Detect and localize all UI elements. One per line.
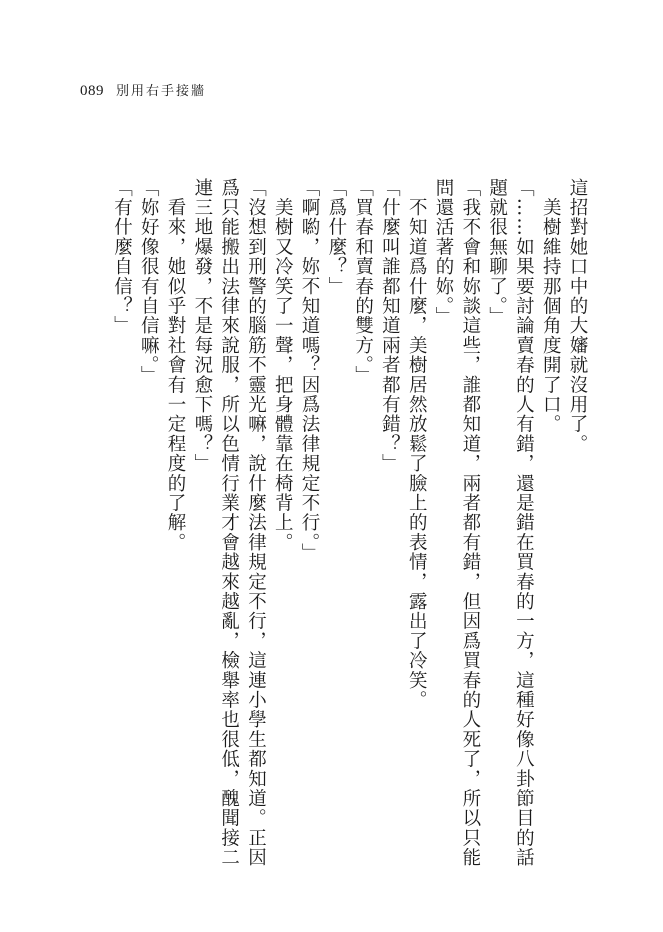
paragraph-4: 「我不會和妳談這些，誰都知道，兩者都有錯，但因爲買春的人死了，所以只能問還活著的妳。」: [433, 178, 481, 868]
paragraph-2: 美樹維持那個角度開了口。: [540, 178, 562, 435]
paragraph-3: 「……如果要討論賣春的人有錯，還是錯在買春的一方，這種好像八卦節目的話題就很無聊了。」: [486, 178, 535, 868]
paragraph-6: 「什麼叫誰都知道兩者都有錯？」: [379, 178, 401, 474]
page-number: 089: [80, 83, 104, 99]
paragraph-14: 「有什麼自信？」: [111, 178, 133, 336]
paragraph-1: 這招對她口中的大嬸就沒用了。: [567, 178, 588, 454]
paragraph-10: 美樹又冷笑了一聲，把身體靠在椅背上。: [272, 178, 294, 553]
paragraph-9: 「啊喲，妳不知道嗎？因爲法律規定不行。」: [299, 178, 321, 563]
paragraph-12: 看來，她似乎對社會有一定程度的了解。: [165, 178, 187, 553]
body-text: [70, 178, 590, 868]
paragraph-8: 「爲什麼？」: [325, 178, 347, 297]
paragraph-13: 「妳好像很有自信嘛。」: [138, 178, 160, 386]
chapter-title: 別用右手接牆: [116, 84, 207, 99]
paragraph-11: 「沒想到刑警的腦筋不靈光嘛，說什麼法律規定不行，這連小學生都知道。正因爲只能搬出法律來說服，所以色情行業才會越來越亂，檢舉率也很低，醜聞接二連三地爆發，不是每況愈下嗎？」: [191, 178, 267, 868]
paragraph-5: 不知道爲什麼，美樹居然放鬆了臉上的表情，露出了冷笑。: [406, 178, 428, 710]
running-header: [80, 80, 206, 100]
paragraph-7: 「買春和賣春的雙方。」: [352, 178, 374, 386]
